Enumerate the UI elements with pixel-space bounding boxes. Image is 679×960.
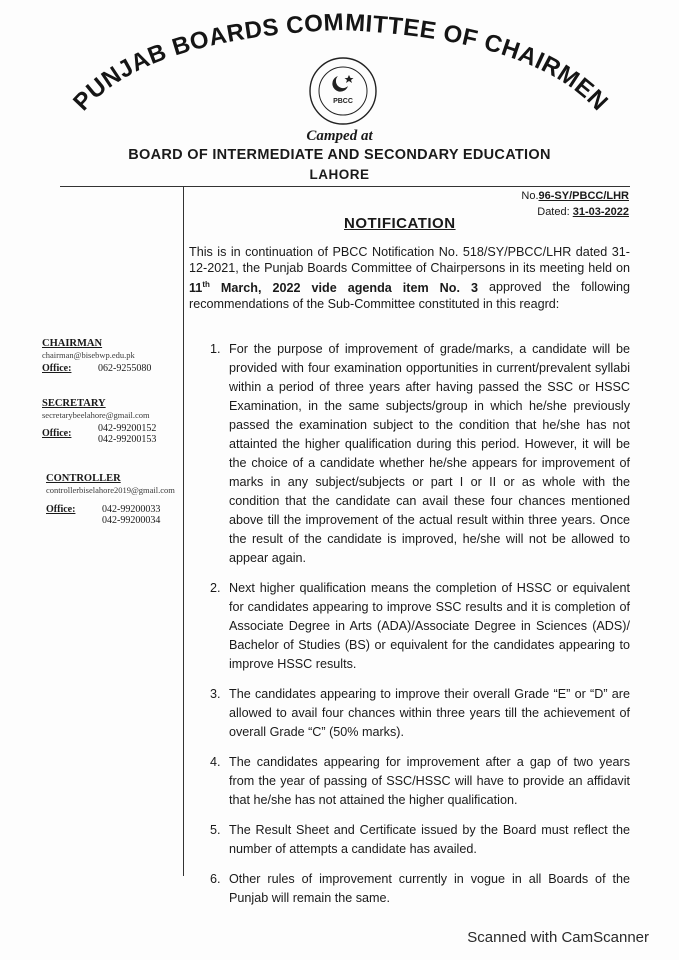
list-item <box>210 870 630 908</box>
list-item <box>210 685 630 742</box>
pbcc-seal-icon <box>308 56 378 126</box>
scanner-watermark: Scanned with CamScanner <box>467 929 649 946</box>
chairman-email: chairman@bisebwp.edu.pk <box>42 350 135 360</box>
ref-no-value: 96-SY/PBCC/LHR <box>538 190 629 202</box>
org-name: PUNJAB BOARDS COMMITTEE OF CHAIRMEN <box>68 8 614 117</box>
ref-date-label: Dated: <box>537 206 573 218</box>
board-name: BOARD OF INTERMEDIATE AND SECONDARY EDUCATION <box>128 147 551 163</box>
meeting-day: 11 <box>189 280 203 295</box>
intro-part2: approved the following recommendations of the Sub-Committee constituted in this reagrd: <box>189 280 630 311</box>
item-text: Other rules of improvement currently in vogue in all Boards of the Punjab will remain the same. <box>229 872 630 905</box>
secretary-phone-1: 042-99200152 <box>98 423 157 434</box>
list-item <box>210 821 630 859</box>
chairman-phone: 062-9255080 <box>98 363 152 374</box>
intro-part1: This is in continuation of PBCC Notification No. 518/SY/PBCC/LHR dated 31-12-2021, the Punjab Boards Committee of Chairpersons in its meeting held on <box>189 245 630 276</box>
chairman-role: CHAIRMAN <box>42 338 103 349</box>
notification-title: NOTIFICATION <box>344 215 456 232</box>
item-number: 6. <box>210 872 221 886</box>
controller-role: CONTROLLER <box>46 473 121 484</box>
intro-paragraph <box>189 244 630 312</box>
camped-at-label: Camped at <box>306 128 373 144</box>
controller-phone-1: 042-99200033 <box>102 504 161 515</box>
reference-block <box>521 188 629 220</box>
contact-controller <box>46 473 175 526</box>
board-city: LAHORE <box>309 167 370 182</box>
contact-secretary <box>42 398 156 445</box>
item-number: 5. <box>210 823 221 837</box>
header-divider <box>60 186 630 187</box>
secretary-phone-2: 042-99200153 <box>98 434 157 445</box>
controller-phones <box>102 504 160 526</box>
secretary-phones <box>98 423 156 445</box>
item-number: 3. <box>210 687 221 701</box>
controller-phone-2: 042-99200034 <box>102 515 161 526</box>
sidebar-divider <box>183 186 184 876</box>
controller-email: controllerbiselahore2019@gmail.com <box>46 485 175 495</box>
list-item <box>210 753 630 810</box>
item-text: The candidates appearing for improvement after a gap of two years from the year of passing of SSC/HSSC will have to provide an affidavit that he/she has not attained the higher qualification. <box>229 755 630 807</box>
ref-no-label: No. <box>521 190 539 202</box>
meeting-rest: March, 2022 vide agenda item No. 3 <box>209 280 478 295</box>
item-text: For the purpose of improvement of grade/marks, a candidate will be provided with four examination opportunities in current/prevalent syllabi within a period of three years after having passed the SSC or HSSC Examination, in the same subjects/group in which he/she previously passed the examination subject to the condition that he/she has not attainted the higher qualification during this period. However, it will be the choice of a candidate whether he/she appears for improvement of marks in any subject/subjects or part I or II or as whole with the condition that the candidate can avail these four chances mentioned above till the improvement of the actual result within three years. Once the result of the candidate is improved, he/she will not be allowed to appear again. <box>229 342 630 565</box>
item-text: Next higher qualification means the completion of HSSC or equivalent for candidates appearing to improve SSC results and it is completion of Associate Degree in Arts (ADA)/Associate Degree in Sciences (ADS)/ Bachelor of Studies (BS) or equivalent for the candidates appearing to improve HSSC results. <box>229 581 630 671</box>
controller-office-label: Office: <box>46 504 76 515</box>
secretary-email: secretarybeelahore@gmail.com <box>42 410 150 420</box>
secretary-office-label: Office: <box>42 428 72 439</box>
list-item <box>210 340 630 568</box>
item-number: 4. <box>210 755 221 769</box>
seal-text: PBCC <box>333 98 353 105</box>
list-item <box>210 579 630 674</box>
item-number: 2. <box>210 581 221 595</box>
meeting-day-suffix: th <box>202 279 210 289</box>
recommendations-list <box>210 340 630 919</box>
intro-bold <box>189 281 478 295</box>
item-number: 1. <box>210 342 221 356</box>
item-text: The Result Sheet and Certificate issued by the Board must reflect the number of attempts a candidate has availed. <box>229 823 630 856</box>
ref-date-value: 31-03-2022 <box>572 206 629 218</box>
contact-chairman <box>42 338 151 374</box>
item-text: The candidates appearing to improve their overall Grade “E” or “D” are allowed to avail four chances within three years till the achievement of overall Grade “C” (50% marks). <box>229 687 630 739</box>
chairman-office-label: Office: <box>42 363 72 374</box>
secretary-role: SECRETARY <box>42 398 106 409</box>
